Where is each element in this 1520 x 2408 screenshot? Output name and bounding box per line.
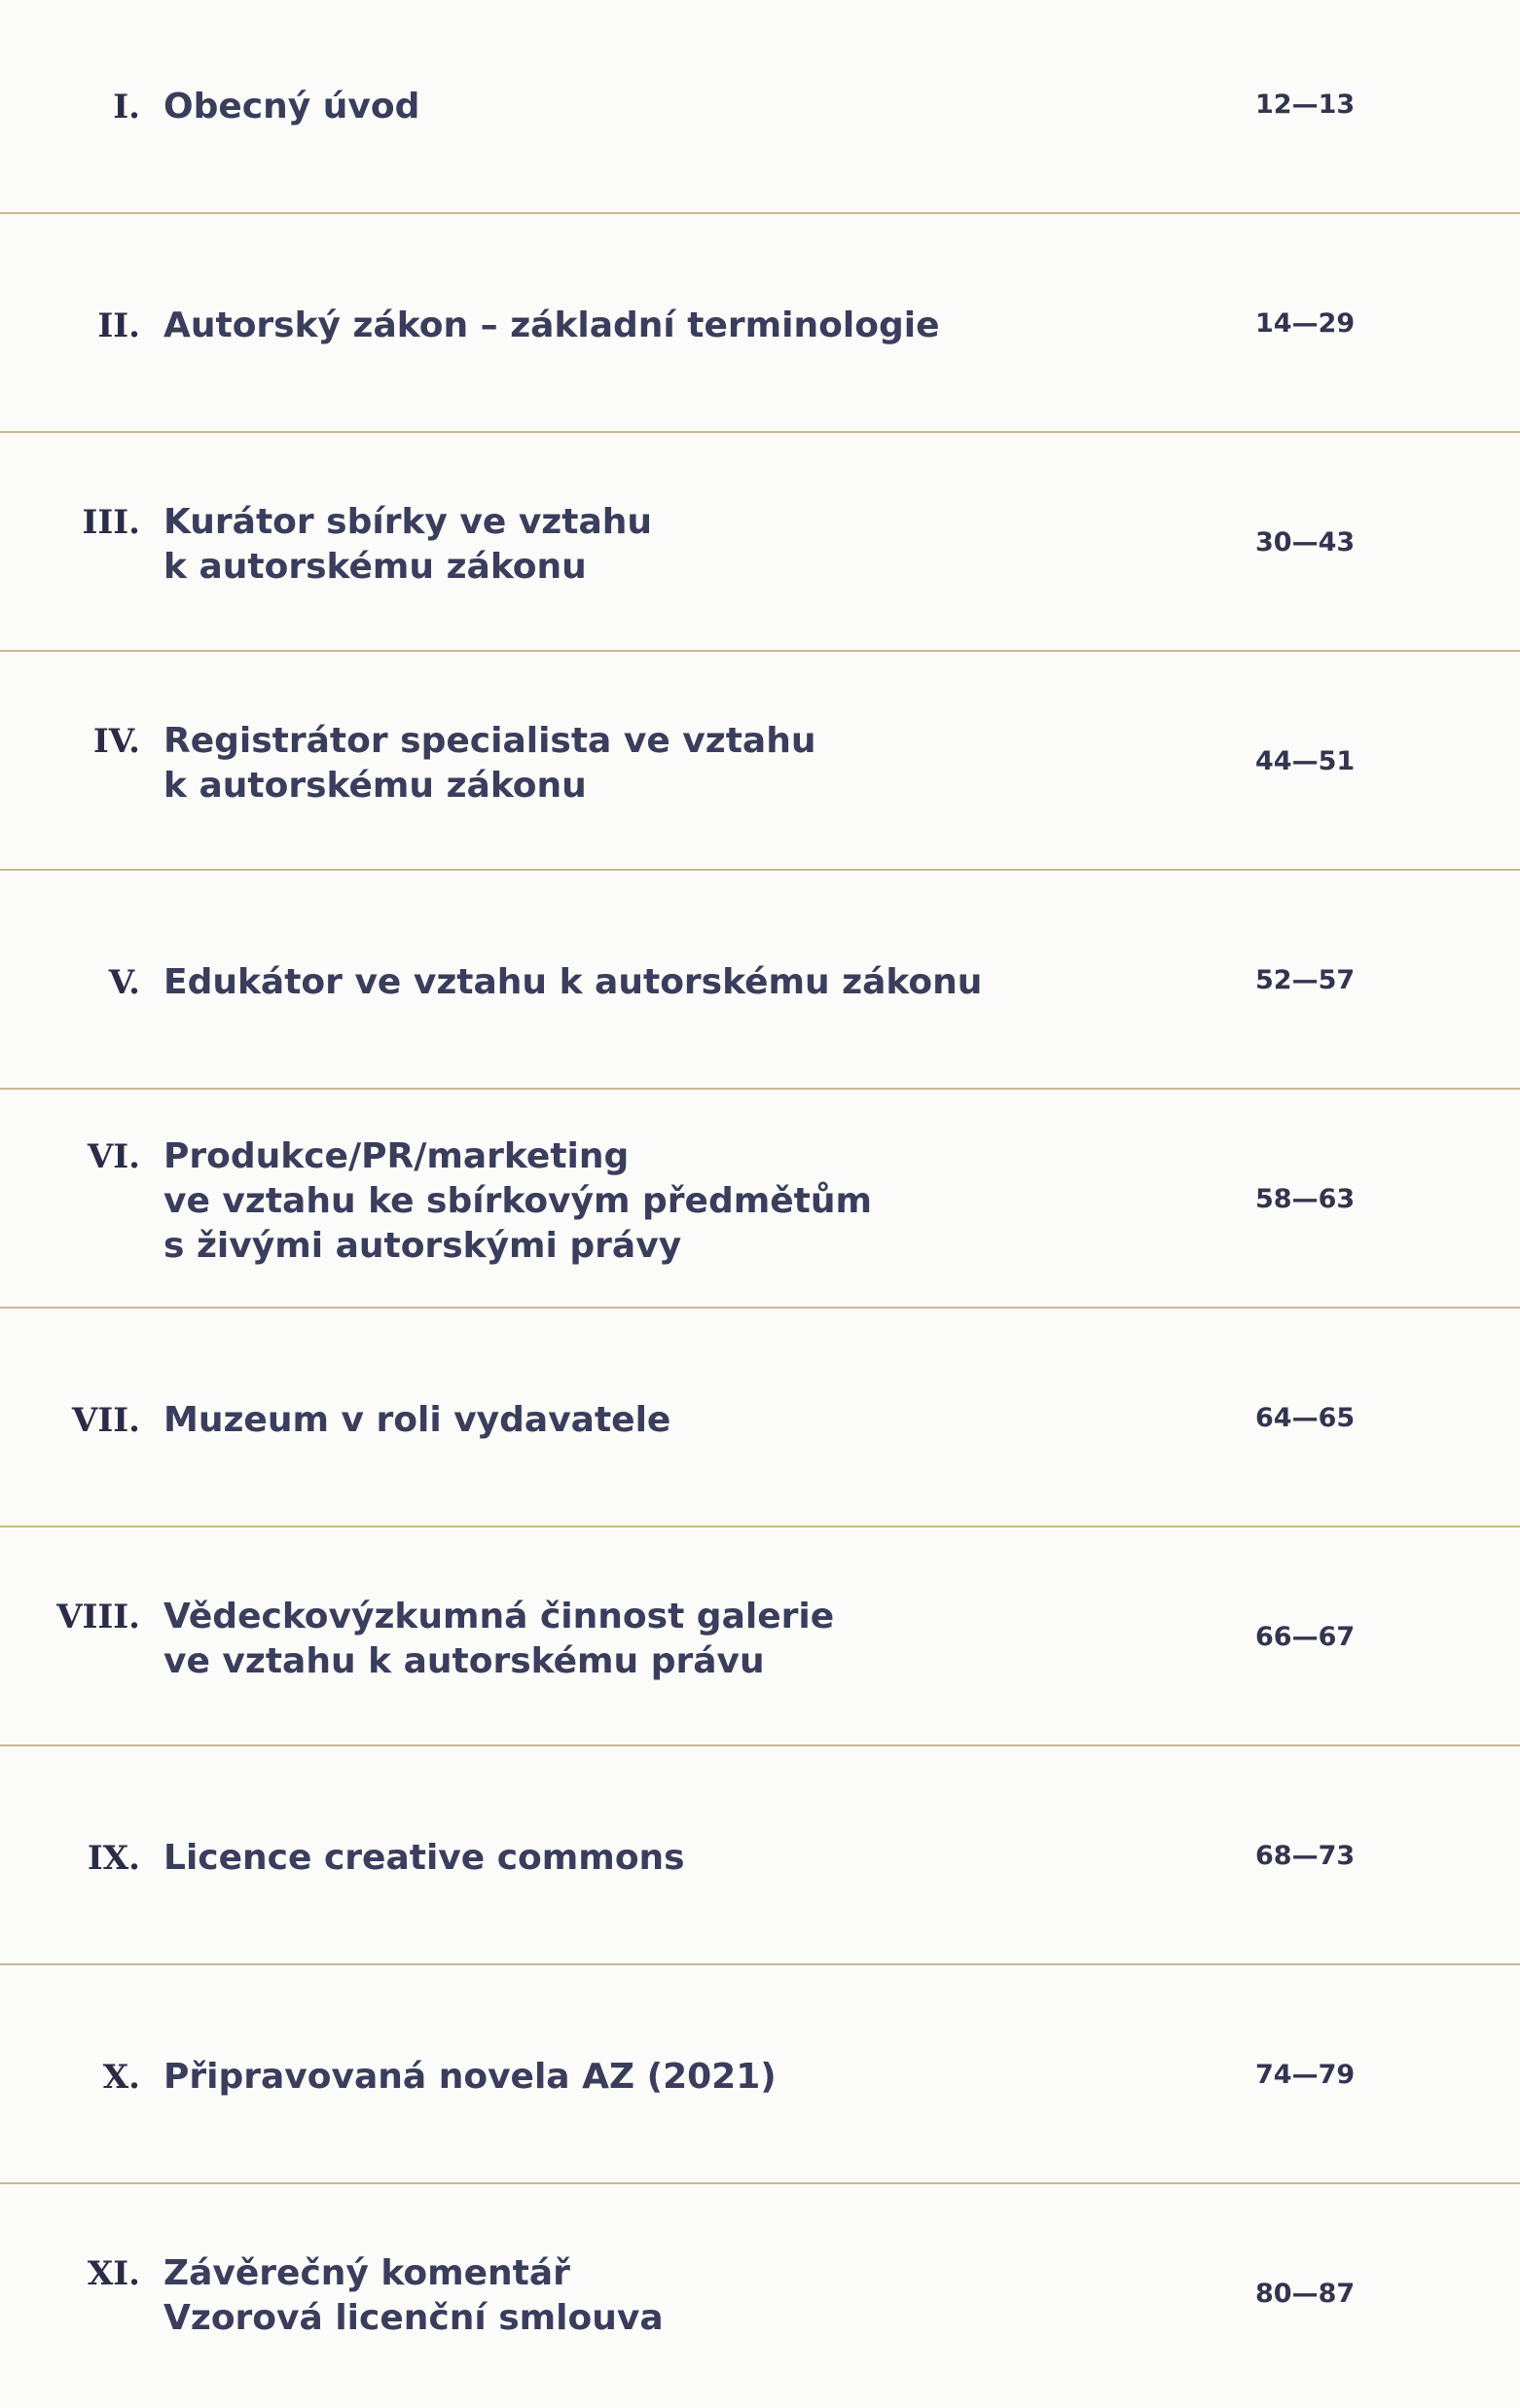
chapter-title-line: Registrátor specialista ve vztahu [163,721,816,761]
divider-line [0,1744,1520,1746]
chapter-title-line: Muzeum v roli vydavatele [163,1400,671,1440]
toc-entry [0,1970,1520,2189]
chapter-numeral: XI. [87,2254,140,2293]
page-range: 80—87 [1255,2279,1356,2309]
chapter-title [163,2055,1137,2100]
chapter-title [163,1595,1137,1684]
chapter-numeral: IX. [87,1839,140,1878]
chapter-title-line: Připravovaná novela AZ (2021) [163,2057,777,2097]
chapter-title-line: ve vztahu k autorskému právu [163,1641,765,1681]
chapter-title-line: Autorský zákon – základní terminologie [163,305,940,345]
page-range: 44—51 [1255,746,1356,776]
page-range: 74—79 [1255,2060,1356,2090]
chapter-numeral: X. [102,2058,140,2097]
chapter-title [163,2251,1137,2341]
divider-line [0,650,1520,652]
chapter-numeral: VII. [71,1401,140,1440]
divider-line [0,2182,1520,2184]
chapter-numeral: VI. [87,1137,140,1176]
toc-entry [0,1313,1520,1532]
divider-line [0,1963,1520,1965]
divider-line [0,1307,1520,1309]
page-range: 68—73 [1255,1841,1356,1871]
chapter-title [163,960,1137,1005]
toc-entry [0,657,1520,876]
chapter-title [163,1134,1137,1269]
toc-entry [0,1751,1520,1970]
chapter-title-line: s živými autorskými právy [163,1226,682,1266]
chapter-title [163,500,1137,590]
chapter-title [163,719,1137,809]
chapter-title [163,304,1137,348]
chapter-numeral: III. [82,503,140,542]
chapter-title-line: Obecný úvod [163,87,420,126]
page-range: 64—65 [1255,1403,1356,1433]
chapter-title-line: Závěrečný komentář [163,2253,570,2293]
divider-line [0,1088,1520,1090]
chapter-title-line: k autorskému zákonu [163,766,587,806]
chapter-title-line: Edukátor ve vztahu k autorskému zákonu [163,962,983,1002]
page-range: 52—57 [1255,965,1356,995]
chapter-numeral: I. [113,88,140,126]
divider-line [0,212,1520,214]
toc-entry [0,0,1520,219]
chapter-numeral: IV. [92,722,140,761]
chapter-title-line: Vědeckovýzkumná činnost galerie [163,1597,835,1636]
chapter-title [163,1836,1137,1881]
divider-line [0,1526,1520,1527]
chapter-numeral: VIII. [56,1598,140,1636]
page-range: 58—63 [1255,1184,1356,1214]
toc-entry [0,876,1520,1095]
divider-line [0,869,1520,871]
page-range: 12—13 [1255,90,1356,120]
toc-entry [0,2189,1520,2408]
chapter-title [163,1398,1137,1443]
chapter-title-line: ve vztahu ke sbírkovým předmětům [163,1181,873,1221]
page-range: 14—29 [1255,308,1356,339]
chapter-title-line: Licence creative commons [163,1838,685,1878]
chapter-numeral: V. [108,963,140,1002]
page-range: 30—43 [1255,527,1356,557]
toc-entry [0,219,1520,438]
divider-line [0,431,1520,433]
chapter-title-line: Vzorová licenční smlouva [163,2298,664,2338]
page-range: 66—67 [1255,1622,1356,1652]
toc-entry [0,1532,1520,1751]
chapter-title-line: Produkce/PR/marketing [163,1136,630,1176]
chapter-title-line: k autorskému zákonu [163,547,587,587]
chapter-title [163,85,1137,129]
toc-entry [0,1095,1520,1313]
chapter-title-line: Kurátor sbírky ve vztahu [163,502,652,542]
toc-entry [0,438,1520,657]
chapter-numeral: II. [97,306,140,345]
